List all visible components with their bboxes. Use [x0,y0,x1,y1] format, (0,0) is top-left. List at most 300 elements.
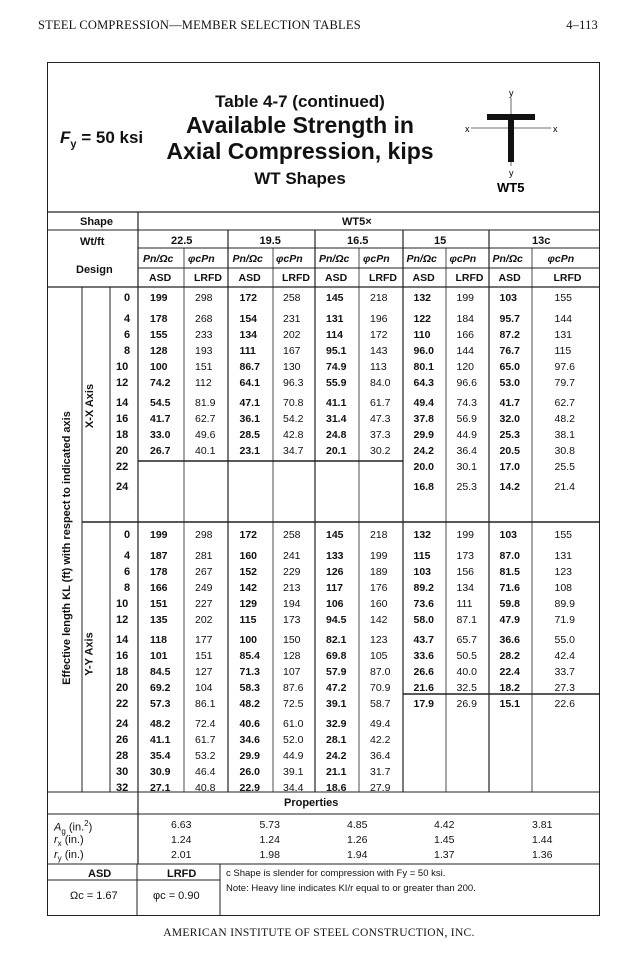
yy-cell: 21.6 [413,682,434,694]
yy-cell: 94.5 [326,614,347,626]
xx-cell: 95.7 [499,313,520,325]
yy-cell: 218 [370,529,388,541]
xx-cell: 14.2 [499,481,520,493]
xx-cell: 298 [195,292,213,304]
xx-cell: 41.1 [326,397,347,409]
prop-value: 1.37 [434,849,455,861]
page-number: 4–113 [566,18,598,32]
xx-cell: 110 [413,329,431,341]
xx-cell: 178 [150,313,168,325]
yy-cell: 103 [499,529,518,541]
xx-cell: 84.0 [370,377,391,389]
xx-cell: 47.1 [239,397,260,409]
yy-cell: 298 [195,529,213,541]
yy-cell: 71.6 [499,582,520,594]
yy-cell: 151 [150,598,168,610]
slender-note: c Shape is slender for compression with Fy = 50 ksi. [226,868,446,879]
yy-cell: 199 [456,529,475,541]
xx-cell: 172 [370,329,388,341]
yy-cell: 40.0 [456,666,477,678]
yy-cell: 49.4 [370,718,391,730]
yy-cell: 151 [195,650,213,662]
yy-cell: 106 [326,598,344,610]
xx-cell: 23.1 [239,445,260,457]
xx-cell: 199 [456,292,475,304]
xx-cell: 145 [326,292,344,304]
xx-cell: 38.1 [554,429,575,441]
xx-cell: 41.7 [150,413,171,425]
xx-kl-16: 16 [116,413,129,425]
header-lrfd-symbol: φcPn [188,253,215,265]
yy-kl-24: 24 [116,718,129,730]
xx-cell: 122 [413,313,432,325]
yy-cell: 173 [456,550,475,562]
xx-cell: 113 [370,361,387,373]
yy-cell: 72.4 [195,718,216,730]
yy-cell: 46.4 [195,766,216,778]
yy-cell: 187 [150,550,168,562]
xx-cell: 143 [370,345,388,357]
xx-cell: 199 [150,292,168,304]
xx-cell: 95.1 [326,345,347,357]
xx-cell: 54.5 [150,397,171,409]
xx-cell: 55.9 [326,377,347,389]
yy-cell: 89.9 [554,598,575,610]
xx-cell: 70.8 [283,397,304,409]
yy-cell: 71.3 [239,666,260,678]
yy-cell: 108 [554,582,573,594]
header-lrfd-symbol: φcPn [276,253,303,265]
yy-cell: 36.6 [499,634,520,646]
xx-cell: 17.0 [499,461,520,473]
yy-cell: 22.6 [554,698,575,710]
xx-cell: 233 [195,329,213,341]
design-label: Design [76,264,113,276]
xx-cell: 53.0 [499,377,520,389]
yy-cell: 15.1 [499,698,520,710]
effective-length-label: Effective length KL (ft) with respect to indicated axis [61,411,73,685]
xx-cell: 64.1 [239,377,260,389]
figure-x-left: x [465,124,470,134]
xx-cell: 114 [326,329,343,341]
yy-cell: 35.4 [150,750,171,762]
xx-cell: 268 [195,313,213,325]
xx-kl-22: 22 [116,461,129,473]
header-asd: ASD [412,272,435,284]
figure-x-right: x [553,124,558,134]
yy-cell: 48.2 [239,698,260,710]
yy-cell: 89.2 [413,582,434,594]
prop-label-2: $r_y$ (in.) [54,849,84,864]
xx-cell: 41.7 [499,397,520,409]
xx-cell: 96.3 [283,377,304,389]
yy-cell: 104 [195,682,213,694]
yy-axis-label: Y-Y Axis [83,632,96,676]
yy-cell: 87.0 [370,666,391,678]
yy-cell: 145 [326,529,344,541]
yy-cell: 34.6 [239,734,260,746]
xx-kl-10: 10 [116,361,129,373]
header-asd: ASD [238,272,261,284]
yy-cell: 31.7 [370,766,391,778]
xx-cell: 36.1 [239,413,260,425]
yy-cell: 150 [283,634,301,646]
xx-cell: 36.4 [456,445,477,457]
xx-cell: 132 [413,292,432,304]
yy-cell: 42.4 [554,650,575,662]
xx-kl-8: 8 [124,345,131,357]
xx-cell: 231 [283,313,301,325]
prop-value: 4.85 [347,819,368,831]
xx-cell: 218 [370,292,388,304]
xx-cell: 20.1 [326,445,347,457]
yy-cell: 39.1 [326,698,347,710]
xx-cell: 54.2 [283,413,304,425]
yy-cell: 17.9 [413,698,434,710]
xx-axis-label: X-X Axis [84,383,97,429]
weight-0: 22.5 [171,235,193,247]
yy-cell: 249 [195,582,213,594]
xx-cell: 30.2 [370,445,391,457]
yy-cell: 52.0 [283,734,304,746]
xx-cell: 120 [456,361,475,373]
yy-cell: 33.7 [554,666,575,678]
yy-cell: 41.1 [150,734,171,746]
header-lrfd: LRFD [369,272,397,284]
yy-kl-32: 32 [116,782,129,794]
yy-cell: 34.4 [283,782,304,794]
header-lrfd: LRFD [282,272,310,284]
xx-cell: 48.2 [554,413,575,425]
yy-cell: 132 [413,529,432,541]
yy-cell: 58.0 [413,614,434,626]
xx-cell: 25.3 [456,481,477,493]
yy-cell: 87.6 [283,682,304,694]
xx-cell: 86.7 [239,361,260,373]
xx-cell: 184 [456,313,475,325]
yy-cell: 71.9 [554,614,575,626]
header-lrfd: LRFD [455,272,484,284]
lrfd-footer-label: LRFD [167,868,197,880]
header-lrfd-symbol: φcPn [449,253,477,265]
yy-cell: 33.6 [413,650,434,662]
yy-cell: 107 [283,666,301,678]
weight-1: 19.5 [259,235,281,247]
yy-cell: 18.6 [326,782,347,794]
yy-cell: 39.1 [283,766,304,778]
yy-cell: 155 [554,529,573,541]
yy-cell: 258 [283,529,301,541]
yy-cell: 127 [195,666,213,678]
yy-cell: 69.8 [326,650,347,662]
yy-cell: 128 [283,650,301,662]
omega-value: Ωc = 1.67 [70,890,118,902]
xx-cell: 16.8 [413,481,434,493]
yy-cell: 40.6 [239,718,260,730]
xx-cell: 25.3 [499,429,520,441]
xx-cell: 26.7 [150,445,171,457]
xx-cell: 144 [554,313,573,325]
xx-cell: 20.0 [413,461,434,473]
yy-cell: 202 [195,614,213,626]
xx-cell: 25.5 [554,461,575,473]
yy-cell: 27.1 [150,782,171,794]
yy-cell: 70.9 [370,682,391,694]
xx-cell: 134 [239,329,258,341]
yy-cell: 61.7 [195,734,216,746]
figure-y-top: y [509,88,514,98]
yy-kl-18: 18 [116,666,129,678]
yy-cell: 22.9 [239,782,260,794]
xx-cell: 74.2 [150,377,171,389]
xx-kl-6: 6 [124,329,131,341]
xx-cell: 49.4 [413,397,434,409]
phi-value: φc = 0.90 [153,890,200,902]
xx-cell: 37.3 [370,429,391,441]
yy-cell: 126 [326,566,344,578]
yy-kl-22: 22 [116,698,129,710]
yy-cell: 101 [150,650,168,662]
prop-value: 1.94 [347,849,368,861]
yy-cell: 105 [370,650,388,662]
xx-cell: 131 [554,329,573,341]
yy-cell: 115 [413,550,431,562]
yy-cell: 44.9 [283,750,304,762]
xx-cell: 111 [239,345,256,357]
yy-cell: 178 [150,566,168,578]
yy-cell: 73.6 [413,598,434,610]
xx-cell: 74.3 [456,397,477,409]
running-header-left: STEEL COMPRESSION—MEMBER SELECTION TABLES [38,18,361,32]
prop-value: 1.24 [259,834,280,846]
yy-cell: 58.7 [370,698,391,710]
prop-value: 6.63 [171,819,192,831]
xx-cell: 32.0 [499,413,520,425]
xx-cell: 61.7 [370,397,391,409]
xx-cell: 30.8 [554,445,575,457]
yy-cell: 135 [150,614,168,626]
yy-cell: 199 [370,550,388,562]
xx-cell: 62.7 [554,397,575,409]
yy-kl-8: 8 [124,582,131,594]
yy-cell: 166 [150,582,168,594]
yy-cell: 27.3 [554,682,575,694]
yy-cell: 87.0 [499,550,520,562]
xx-cell: 33.0 [150,429,171,441]
xx-cell: 115 [554,345,572,357]
yield-stress: $F_y = 50$ ksi [60,128,144,151]
xx-cell: 44.9 [456,429,477,441]
yy-cell: 21.1 [326,766,347,778]
yy-cell: 24.2 [326,750,347,762]
shape-name: WT5× [342,216,372,228]
xx-kl-4: 4 [124,313,131,325]
xx-cell: 130 [283,361,301,373]
yy-kl-20: 20 [116,682,129,694]
asd-footer-label: ASD [88,868,112,880]
yy-cell: 36.4 [370,750,391,762]
yy-cell: 27.9 [370,782,391,794]
xx-cell: 34.7 [283,445,304,457]
yy-kl-28: 28 [116,750,129,762]
weight-4: 13c [532,235,551,247]
xx-cell: 56.9 [456,413,477,425]
xx-cell: 96.6 [456,377,477,389]
yy-cell: 115 [239,614,257,626]
yy-cell: 194 [283,598,301,610]
yy-cell: 48.2 [150,718,171,730]
yy-cell: 142 [370,614,388,626]
yy-cell: 129 [239,598,258,610]
prop-value: 1.26 [347,834,368,846]
yy-cell: 28.1 [326,734,347,746]
heavy-line-note: Note: Heavy line indicates KI/r equal to or greater than 200. [226,883,476,894]
yy-cell: 40.8 [195,782,216,794]
xx-cell: 47.3 [370,413,391,425]
yy-cell: 61.0 [283,718,304,730]
yy-kl-14: 14 [116,634,129,646]
table-title-line2: Axial Compression, kips [166,138,434,164]
table-number: Table 4-7 (continued) [215,92,385,111]
xx-cell: 97.6 [554,361,575,373]
yy-cell: 55.0 [554,634,575,646]
yy-cell: 85.4 [239,650,260,662]
prop-value: 1.98 [259,849,280,861]
wtft-label: Wt/ft [80,236,105,248]
yy-cell: 43.7 [413,634,434,646]
yy-cell: 160 [370,598,388,610]
yy-cell: 47.9 [499,614,520,626]
yy-kl-30: 30 [116,766,129,778]
xx-cell: 42.8 [283,429,304,441]
yy-cell: 267 [195,566,213,578]
prop-label-0: $A_g$ (in.$^2$) [54,819,93,836]
weight-2: 16.5 [347,235,369,247]
xx-cell: 21.4 [554,481,575,493]
xx-cell: 31.4 [326,413,347,425]
yy-cell: 241 [283,550,301,562]
xx-cell: 131 [326,313,344,325]
xx-kl-18: 18 [116,429,129,441]
weight-3: 15 [434,235,447,247]
yy-kl-4: 4 [124,550,131,562]
yy-cell: 32.5 [456,682,477,694]
header-lrfd-symbol: φcPn [547,253,575,265]
yy-cell: 28.2 [499,650,520,662]
yy-cell: 152 [239,566,258,578]
xx-cell: 258 [283,292,301,304]
yy-cell: 87.1 [456,614,477,626]
prop-value: 1.36 [532,849,553,861]
yy-cell: 229 [283,566,301,578]
yy-cell: 58.3 [239,682,260,694]
yy-kl-6: 6 [124,566,131,578]
xx-cell: 151 [195,361,213,373]
xx-cell: 154 [239,313,258,325]
prop-label-1: $r_x$ (in.) [54,834,84,849]
properties-label: Properties [284,797,339,809]
xx-kl-0: 0 [124,292,131,304]
yy-cell: 118 [150,634,167,646]
yy-cell: 18.2 [499,682,520,694]
shape-label: Shape [80,216,114,228]
xx-cell: 30.1 [456,461,477,473]
yy-cell: 50.5 [456,650,477,662]
yy-cell: 189 [370,566,388,578]
header-lrfd: LRFD [553,272,582,284]
xx-cell: 79.7 [554,377,575,389]
xx-cell: 62.7 [195,413,216,425]
prop-value: 1.44 [532,834,553,846]
xx-cell: 166 [456,329,475,341]
yy-cell: 134 [456,582,475,594]
xx-cell: 65.0 [499,361,520,373]
xx-cell: 49.6 [195,429,216,441]
yy-cell: 82.1 [326,634,347,646]
yy-cell: 81.5 [499,566,520,578]
xx-cell: 81.9 [195,397,216,409]
yy-kl-0: 0 [124,529,131,541]
yy-cell: 160 [239,550,258,562]
yy-cell: 172 [239,529,258,541]
yy-cell: 57.9 [326,666,347,678]
yy-cell: 53.2 [195,750,216,762]
xx-kl-24: 24 [116,481,129,493]
xx-cell: 37.8 [413,413,434,425]
yy-cell: 57.3 [150,698,171,710]
yy-cell: 123 [554,566,573,578]
yy-cell: 199 [150,529,168,541]
xx-cell: 193 [195,345,213,357]
header-asd-symbol: Pn/Ωc [232,253,263,265]
xx-cell: 76.7 [499,345,520,357]
xx-cell: 87.2 [499,329,520,341]
xx-cell: 112 [195,377,212,389]
prop-value: 3.81 [532,819,553,831]
yy-kl-16: 16 [116,650,129,662]
header-asd-symbol: Pn/Ωc [492,253,523,265]
yy-cell: 29.9 [239,750,260,762]
yy-cell: 227 [195,598,213,610]
prop-value: 2.01 [171,849,192,861]
yy-cell: 59.8 [499,598,520,610]
yy-cell: 47.2 [326,682,347,694]
yy-kl-26: 26 [116,734,129,746]
xx-cell: 40.1 [195,445,216,457]
xx-cell: 128 [150,345,168,357]
xx-cell: 24.8 [326,429,347,441]
xx-cell: 144 [456,345,475,357]
yy-cell: 84.5 [150,666,171,678]
header-lrfd: LRFD [194,272,222,284]
xx-cell: 20.5 [499,445,520,457]
xx-cell: 74.9 [326,361,347,373]
yy-cell: 26.9 [456,698,477,710]
xx-cell: 196 [370,313,388,325]
xx-kl-12: 12 [116,377,129,389]
yy-cell: 103 [413,566,432,578]
prop-value: 1.24 [171,834,192,846]
yy-cell: 65.7 [456,634,477,646]
yy-cell: 173 [283,614,301,626]
yy-cell: 142 [239,582,258,594]
xx-kl-14: 14 [116,397,129,409]
yy-kl-10: 10 [116,598,129,610]
header-asd: ASD [149,272,172,284]
yy-cell: 32.9 [326,718,347,730]
xx-cell: 155 [554,292,573,304]
xx-cell: 28.5 [239,429,260,441]
